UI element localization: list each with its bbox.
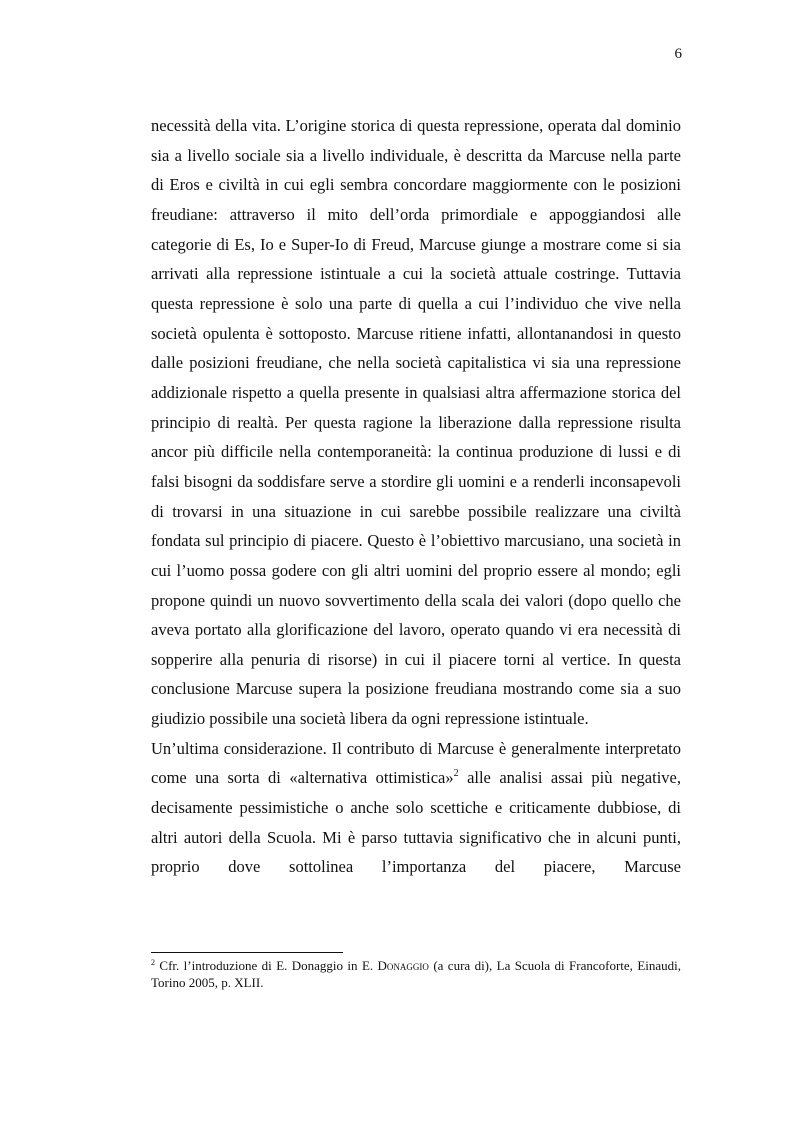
page-number: 6 [674, 46, 682, 62]
footnote-reference[interactable]: 2 [453, 768, 459, 780]
footnote-author: Donaggio [377, 958, 429, 973]
paragraph-text: Un’ultima considerazione. Il contributo di Marcuse è generalmente interpretato come una sorta di «alternativa ottimistica» [151, 738, 681, 788]
paragraph-text: alle analisi assai più negative, decisamente pessimistiche o anche solo scettiche e criticamente dubbiose, di altri autori della Scuola. Mi è parso tuttavia significativo che in alcuni punti, proprio dove sottolinea l’importanza del piacere, Marcuse [151, 768, 681, 877]
body-text [151, 111, 681, 882]
paragraph: necessità della vita. L’origine storica di questa repressione, operata dal dominio sia a livello sociale sia a livello individuale, è descritta da Marcuse nella parte di Eros e civiltà in cui egli sembra concordare maggiormente con le posizioni freudiane: attraverso il mito dell’orda primordiale e appoggiandosi alle categorie di Es, Io e Super-Io di Freud, Marcuse giunge a mostrare come si sia arrivati alla repressione istintuale a cui la società attuale costringe. Tuttavia questa repressione è solo una parte di quella a cui l’individuo che vive nella società opulenta è sottoposto. Marcuse ritiene infatti, allontanandosi in questo dalle posizioni freudiane, che nella società capitalistica vi sia una repressione addizionale rispetto a quella presente in qualsiasi altra affermazione storica del principio di realtà. Per questa ragione la liberazione dalla repressione risulta ancor più difficile nella contemporaneità: la continua produzione di lussi e di falsi bisogni da soddisfare serve a stordire gli uomini e a renderli inconsapevoli di trovarsi in una situazione in cui sarebbe possibile realizzare una civiltà fondata sul principio di piacere. Questo è l’obiettivo marcusiano, una società in cui l’uomo possa godere con gli altri uomini del proprio essere al mondo; egli propone quindi un nuovo sovvertimento della scala dei valori (dopo quello che aveva portato alla glorificazione del lavoro, operato quando vi era necessità di sopperire alla penuria di risorse) in cui il piacere torni al vertice. In questa conclusione Marcuse supera la posizione freudiana mostrando come sia a suo giudizio possibile una società libera da ogni repressione istintuale. [151, 116, 681, 729]
footnote [151, 958, 681, 991]
footnote-separator [151, 952, 343, 953]
footnote-text: Cfr. l’introduzione di E. Donaggio in E. [155, 958, 378, 973]
footnote-text: (a cura di), La Scuola di Francoforte, Einaudi, Torino 2005, p. XLII. [151, 958, 681, 990]
paragraph [151, 734, 681, 882]
footnote-number: 2 [151, 958, 155, 967]
